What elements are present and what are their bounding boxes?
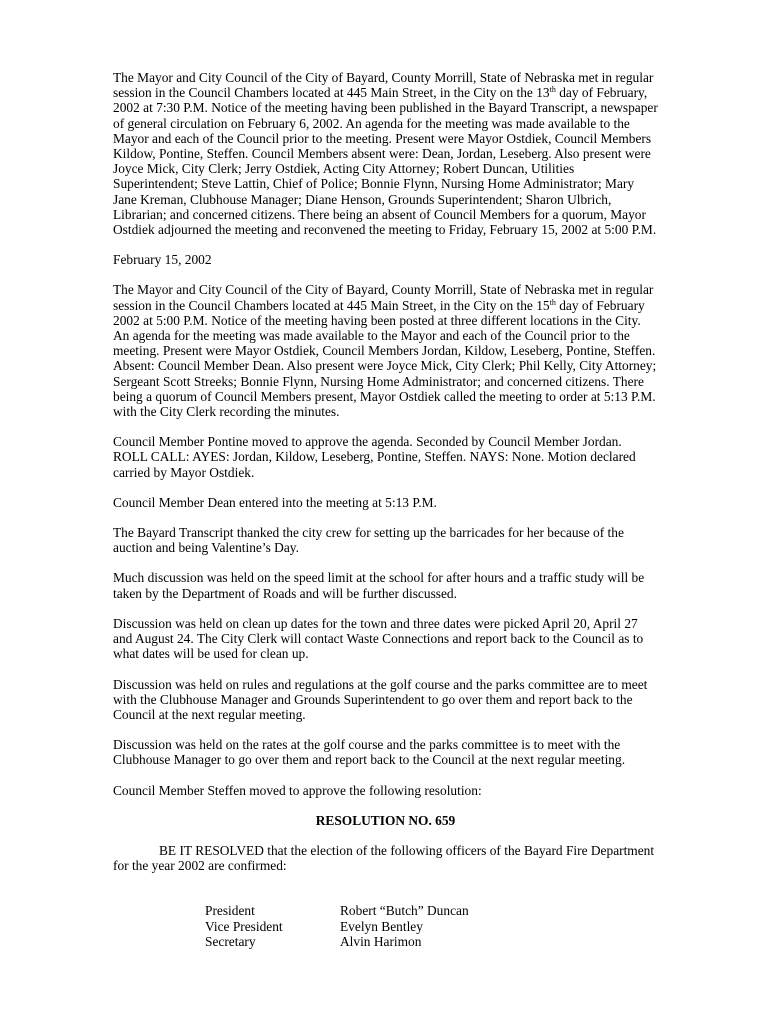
agenda-motion-paragraph: Council Member Pontine moved to approve the agenda. Seconded by Council Member Jordan. ROLL CALL: AYES: Jordan, Kildow, Leseberg, Pontine, Steffen. NAYS: None. Motion declared carried by Mayor Ostdiek. xyxy=(113,434,636,480)
resolution-heading: RESOLUTION NO. 659 xyxy=(315,812,456,828)
golf-rates-paragraph: Discussion was held on the rates at the golf course and the parks committee is to meet with the Clubhouse Manager to go over them and report back to the Council at the next regular meeting. xyxy=(113,737,626,768)
officer-row xyxy=(205,934,658,949)
officer-row xyxy=(205,903,658,918)
document-page xyxy=(113,70,658,949)
date-line: February 15, 2002 xyxy=(113,252,212,268)
officer-title: Vice President xyxy=(205,918,283,934)
reconvened-paragraph: The Mayor and City Council of the City of Bayard, County Morrill, State of Nebraska met in regular session in the Council Chambers located at 445 Main Street, in the City on the 15th day of February 2002 at 5:00 P.M. Notice of the meeting having been posted at three different locations in the City. An agenda for the meeting was made available to the Mayor and each of the Council prior to the meeting. Present were Mayor Ostdiek, Council Members Jordan, Kildow, Leseberg, Pontine, Steffen. Absent: Council Member Dean. Also present were Joyce Mick, City Clerk; Phil Kelly, City Attorney; Sergeant Scott Streeks; Bonnie Flynn, Nursing Home Administrator; and concerned citizens. There being a quorum of Council Members present, Mayor Ostdiek called the meeting to order at 5:13 P.M. with the City Clerk recording the minutes. xyxy=(113,282,657,420)
clean-up-paragraph: Discussion was held on clean up dates for the town and three dates were picked April 20, April 27 and August 24. The City Clerk will contact Waste Connections and report back to the Council as to what dates will be used for clean up. xyxy=(113,615,644,662)
officer-name: Evelyn Bentley xyxy=(340,918,423,934)
officer-title: President xyxy=(205,903,255,919)
officer-name: Robert “Butch” Duncan xyxy=(340,903,469,919)
resolution-motion-paragraph: Council Member Steffen moved to approve the following resolution: xyxy=(113,782,482,798)
officer-name: Alvin Harimon xyxy=(340,933,422,949)
golf-rules-paragraph: Discussion was held on rules and regulations at the golf course and the parks committee are to meet with the Clubhouse Manager and Grounds Superintendent to go over them and report back to the Council at the next regular meeting. xyxy=(113,676,648,722)
officers-list xyxy=(205,903,658,949)
officer-row xyxy=(205,919,658,934)
speed-limit-paragraph: Much discussion was held on the speed limit at the school for after hours and a traffic study will be taken by the Department of Roads and will be further discussed. xyxy=(113,570,645,601)
officer-title: Secretary xyxy=(205,933,256,949)
opening-paragraph: The Mayor and City Council of the City of Bayard, County Morrill, State of Nebraska met in regular session in the Council Chambers located at 445 Main Street, in the City on the 13th day of February, 2002 at 7:30 P.M. Notice of the meeting having been published in the Bayard Transcript, a newspaper of general circulation on February 6, 2002. An agenda for the meeting was made available to the Mayor and each of the Council prior to the meeting. Present were Mayor Ostdiek, Council Members Kildow, Pontine, Steffen. Council Members absent were: Dean, Jordan, Leseberg. Also present were Joyce Mick, City Clerk; Jerry Ostdiek, Acting City Attorney; Robert Duncan, Utilities Superintendent; Steve Lattin, Chief of Police; Bonnie Flynn, Nursing Home Administrator; Mary Jane Kreman, Clubhouse Manager; Diane Henson, Grounds Superintendent; Sharon Ulbrich, Librarian; and concerned citizens. There being an absent of Council Members for a quorum, Mayor Ostdiek adjourned the meeting and reconvened the meeting to Friday, February 15, 2002 at 5:00 P.M. xyxy=(113,70,658,238)
resolution-text: BE IT RESOLVED that the election of the following officers of the Bayard Fire Department for the year 2002 are confirmed: xyxy=(113,842,655,874)
member-entered-paragraph: Council Member Dean entered into the meeting at 5:13 P.M. xyxy=(113,494,437,510)
transcript-thanks-paragraph: The Bayard Transcript thanked the city crew for setting up the barricades for her because of the auction and being Valentine’s Day. xyxy=(113,525,624,556)
